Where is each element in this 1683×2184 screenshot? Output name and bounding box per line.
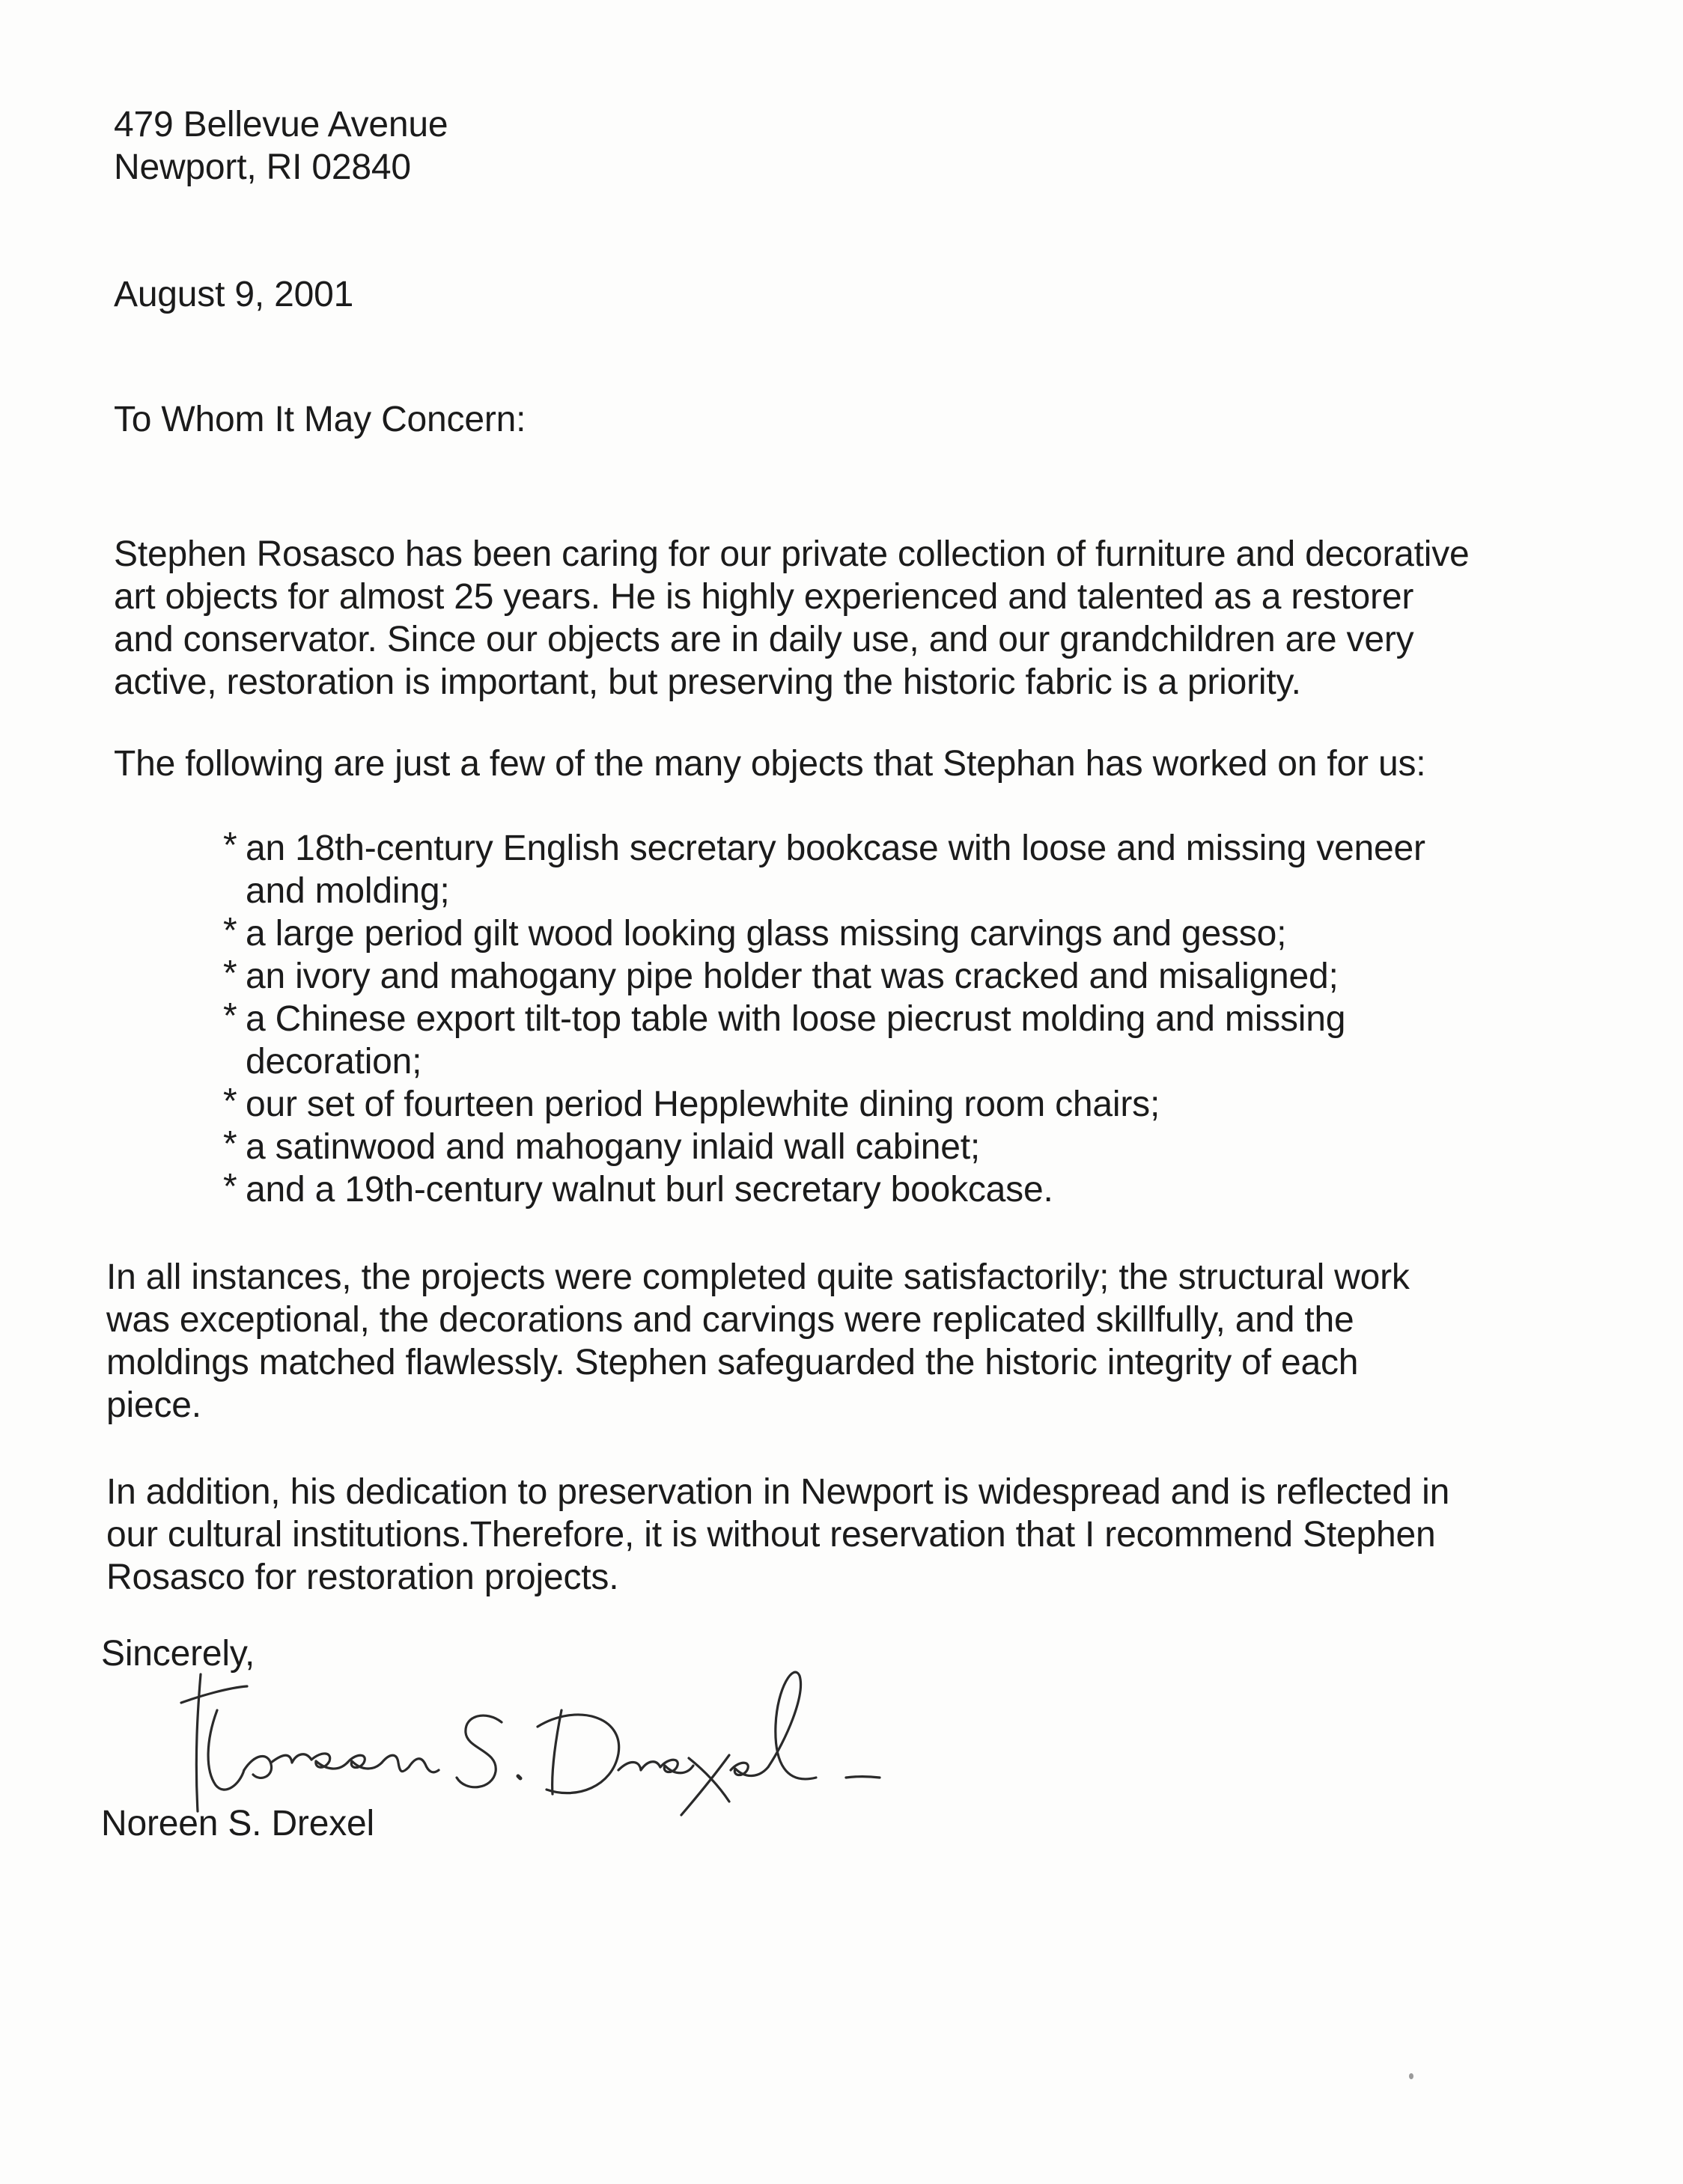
paper-speck xyxy=(1409,2073,1413,2079)
list-item-line: an 18th-century English secretary bookcase with loose and missing veneer xyxy=(246,829,1425,868)
paragraph-line: was exceptional, the decorations and carvings were replicated skillfully, and the xyxy=(106,1300,1354,1340)
list-item-line: and molding; xyxy=(246,871,450,911)
list-item xyxy=(223,1083,1425,1126)
paragraph-line: In addition, his dedication to preservation in Newport is widespread and is reflected in xyxy=(106,1472,1450,1512)
paragraph-line: In all instances, the projects were completed quite satisfactorily; the structural work xyxy=(106,1257,1410,1297)
list-item-line: a satinwood and mahogany inlaid wall cabinet; xyxy=(246,1127,980,1167)
list-item-line: decoration; xyxy=(246,1042,422,1082)
paragraph-line: moldings matched flawlessly. Stephen safeguarded the historic integrity of each xyxy=(106,1343,1359,1382)
paragraph-1 xyxy=(114,533,1470,704)
object-list xyxy=(223,827,1425,1211)
list-item-line: and a 19th-century walnut burl secretary bookcase. xyxy=(246,1170,1053,1210)
bullet-asterisk: * xyxy=(223,996,237,1036)
list-item xyxy=(223,955,1425,998)
salutation: To Whom It May Concern: xyxy=(114,400,526,439)
list-item-line: an ivory and mahogany pipe holder that was cracked and misaligned; xyxy=(246,957,1339,996)
bullet-asterisk: * xyxy=(223,1124,237,1164)
address-line-1: 479 Bellevue Avenue xyxy=(114,105,448,144)
list-intro: The following are just a few of the many objects that Stephan has worked on for us: xyxy=(114,744,1426,784)
bullet-asterisk: * xyxy=(223,954,237,993)
list-item xyxy=(223,1126,1425,1168)
list-item xyxy=(223,998,1425,1083)
bullet-asterisk: * xyxy=(223,1082,237,1121)
letter-date: August 9, 2001 xyxy=(114,275,354,314)
closing: Sincerely, xyxy=(101,1634,255,1674)
paragraph-line: active, restoration is important, but preserving the historic fabric is a priority. xyxy=(114,662,1301,702)
paragraph-line: Rosasco for restoration projects. xyxy=(106,1558,619,1597)
paragraph-line: Stephen Rosasco has been caring for our private collection of furniture and decorative xyxy=(114,534,1470,574)
list-item xyxy=(223,1168,1425,1211)
address-line-2: Newport, RI 02840 xyxy=(114,147,411,187)
list-item xyxy=(223,827,1425,912)
signer-name: Noreen S. Drexel xyxy=(101,1804,374,1843)
bullet-asterisk: * xyxy=(223,911,237,951)
list-item-line: a large period gilt wood looking glass missing carvings and gesso; xyxy=(246,914,1287,954)
sender-address xyxy=(114,103,448,189)
paragraph-3 xyxy=(106,1256,1410,1427)
paragraph-line: art objects for almost 25 years. He is highly experienced and talented as a restorer xyxy=(114,577,1414,617)
list-item-line: our set of fourteen period Hepplewhite dining room chairs; xyxy=(246,1085,1160,1124)
paragraph-4 xyxy=(106,1471,1449,1599)
paragraph-line: our cultural institutions.Therefore, it is without reservation that I recommend Stephen xyxy=(106,1515,1436,1555)
list-item xyxy=(223,912,1425,955)
bullet-asterisk: * xyxy=(223,1167,237,1207)
paragraph-line: piece. xyxy=(106,1385,201,1425)
list-item-line: a Chinese export tilt-top table with loose piecrust molding and missing xyxy=(246,999,1346,1039)
bullet-asterisk: * xyxy=(223,826,237,865)
paragraph-line: and conservator. Since our objects are in daily use, and our grandchildren are very xyxy=(114,620,1414,659)
